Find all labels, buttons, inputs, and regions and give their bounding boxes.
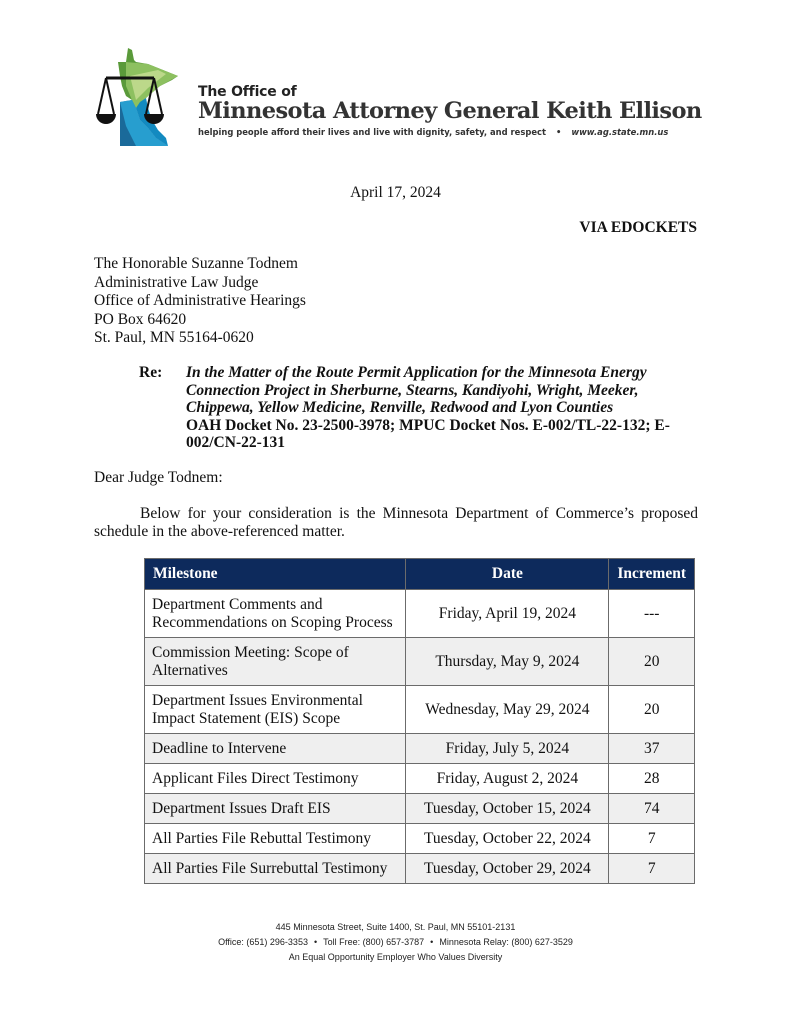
letterhead [96, 46, 706, 150]
recipient-line: Office of Administrative Hearings [94, 292, 306, 309]
footer-office-phone: Office: (651) 296-3353 [218, 937, 308, 947]
cell-milestone: All Parties File Surrebuttal Testimony [145, 854, 406, 884]
footer-toll-free: Toll Free: (800) 657-3787 [323, 937, 425, 947]
table-row [145, 794, 695, 824]
cell-date: Friday, August 2, 2024 [406, 764, 609, 794]
column-header-milestone: Milestone [145, 559, 406, 590]
delivery-method: VIA EDOCKETS [579, 219, 697, 236]
recipient-address [94, 255, 306, 348]
cell-increment: 37 [609, 734, 695, 764]
letterhead-website-link[interactable]: www.ag.state.mn.us [571, 127, 669, 137]
re-matter: In the Matter of the Route Permit Application for the Minnesota Energy Connection Project in Sherburne, Stearns, Kandiyohi, Wright, Meeker, Chippewa, Yellow Medicine, Renville, Redwood and Lyon Counties [186, 364, 647, 416]
schedule-table [144, 558, 695, 884]
minnesota-scales-logo-icon [96, 46, 206, 150]
body-paragraph [94, 505, 698, 541]
letter-date: April 17, 2024 [350, 184, 441, 201]
cell-milestone: Department Issues Draft EIS [145, 794, 406, 824]
table-row [145, 764, 695, 794]
table-row [145, 734, 695, 764]
cell-increment: 28 [609, 764, 695, 794]
letterhead-office-name: Minnesota Attorney General Keith Ellison [198, 98, 702, 124]
body-text: Below for your consideration is the Minnesota Department of Commerce’s proposed schedule in the above-referenced matter. [94, 505, 698, 540]
re-line [139, 364, 699, 452]
cell-milestone: Commission Meeting: Scope of Alternatives [145, 638, 406, 686]
cell-milestone: All Parties File Rebuttal Testimony [145, 824, 406, 854]
cell-date: Friday, July 5, 2024 [406, 734, 609, 764]
cell-date: Friday, April 19, 2024 [406, 590, 609, 638]
cell-milestone: Applicant Files Direct Testimony [145, 764, 406, 794]
cell-increment: 7 [609, 824, 695, 854]
recipient-line: St. Paul, MN 55164-0620 [94, 329, 254, 346]
bullet-separator: • [555, 127, 562, 137]
footer-address: 445 Minnesota Street, Suite 1400, St. Paul, MN 55101-2131 [275, 922, 516, 932]
letterhead-tagline: helping people afford their lives and live with dignity, safety, and respect [198, 127, 546, 137]
cell-date: Tuesday, October 29, 2024 [406, 854, 609, 884]
cell-milestone: Deadline to Intervene [145, 734, 406, 764]
salutation: Dear Judge Todnem: [94, 469, 223, 486]
cell-increment: --- [609, 590, 695, 638]
cell-increment: 7 [609, 854, 695, 884]
cell-date: Thursday, May 9, 2024 [406, 638, 609, 686]
footer [0, 920, 791, 965]
letterhead-tagline-row [198, 127, 702, 137]
footer-eoe: An Equal Opportunity Employer Who Values Diversity [288, 952, 503, 962]
cell-increment: 74 [609, 794, 695, 824]
table-row [145, 686, 695, 734]
letterhead-office-of: The Office of [198, 84, 297, 100]
cell-milestone: Department Comments and Recommendations on Scoping Process [145, 590, 406, 638]
cell-date: Wednesday, May 29, 2024 [406, 686, 609, 734]
cell-date: Tuesday, October 15, 2024 [406, 794, 609, 824]
recipient-line: Administrative Law Judge [94, 273, 259, 291]
cell-increment: 20 [609, 686, 695, 734]
table-row [145, 824, 695, 854]
footer-relay: Minnesota Relay: (800) 627-3529 [439, 937, 573, 947]
re-body [186, 364, 699, 452]
column-header-increment: Increment [609, 559, 695, 590]
table-row [145, 638, 695, 686]
table-row [145, 590, 695, 638]
column-header-date: Date [406, 559, 609, 590]
cell-milestone: Department Issues Environmental Impact Statement (EIS) Scope [145, 686, 406, 734]
table-row [145, 854, 695, 884]
recipient-line: PO Box 64620 [94, 310, 187, 328]
bullet-separator: • [430, 937, 434, 947]
letterhead-text [198, 84, 702, 137]
re-label: Re: [139, 364, 163, 381]
table-header-row [145, 559, 695, 590]
cell-date: Tuesday, October 22, 2024 [406, 824, 609, 854]
cell-increment: 20 [609, 638, 695, 686]
footer-phones [0, 935, 791, 950]
re-dockets: OAH Docket No. 23-2500-3978; MPUC Docket Nos. E-002/TL-22-132; E-002/CN-22-131 [186, 416, 670, 451]
recipient-line: The Honorable Suzanne Todnem [94, 255, 298, 272]
bullet-separator: • [313, 937, 318, 947]
